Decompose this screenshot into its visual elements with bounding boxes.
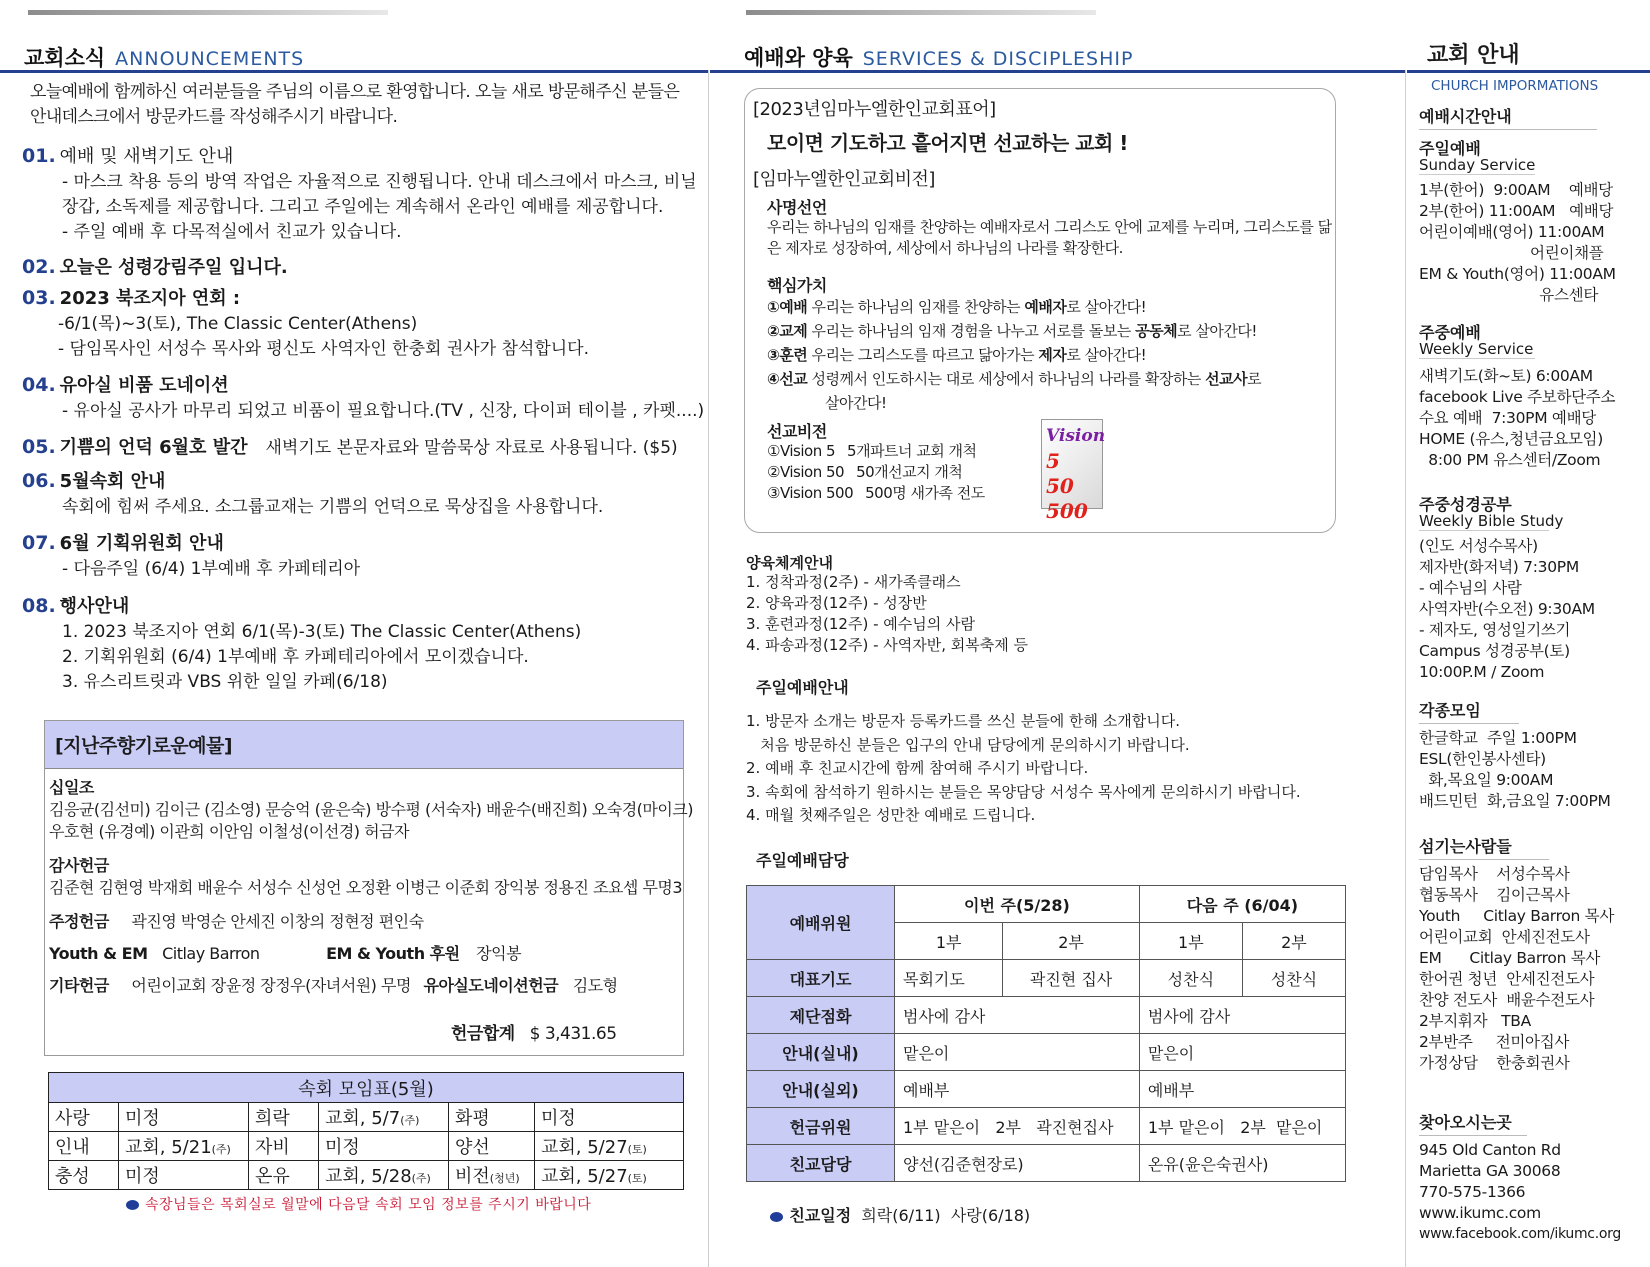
vision-badge-logo: Vision 5 50 500	[1041, 419, 1103, 509]
duty-corner: 예배위원	[747, 886, 895, 960]
cell-group-table	[48, 1072, 684, 1190]
group-name: 양선	[449, 1132, 535, 1161]
staff-line: 2부반주 전미아집사	[1419, 1033, 1570, 1051]
duty-part: 1부	[1139, 923, 1242, 960]
service-line: 어린이채플	[1419, 244, 1604, 262]
news-line: - 마스크 착용 등의 방역 작업은 자율적으로 진행됩니다. 안내 데스크에서 마스크, 비닐	[62, 172, 697, 192]
top-decor-bar	[746, 10, 1096, 15]
training-title: 양육체계안내	[746, 554, 833, 572]
vision-box	[744, 88, 1336, 533]
offering-total-value: $ 3,431.65	[529, 1024, 617, 1044]
news-line: 장갑, 소독제를 제공합니다. 그리고 주일에는 계속해서 온라인 예배를 제공합니다.	[62, 197, 664, 217]
em-youth-support-name: 장익봉	[476, 944, 522, 963]
other-offering-names: 어린이교회 장윤정 장정우(자녀서원) 무명	[131, 976, 411, 995]
phone-number: 770-575-1366	[1419, 1183, 1526, 1201]
core-value-item: ①예배 우리는 하나님의 임재를 찬양하는 예배자로 살아간다!	[767, 298, 1147, 316]
youth-em-name: Citlay Barron	[162, 944, 260, 963]
group-value: 교회, 5/7(주)	[319, 1103, 449, 1132]
location-list	[1419, 1140, 1621, 1245]
core-values-title: 핵심가치	[767, 276, 827, 295]
group-value: 교회, 5/28(주)	[319, 1161, 449, 1190]
staff-title: 섬기는사람들	[1419, 834, 1549, 860]
study-line: - 예수님의 사람	[1419, 579, 1522, 597]
group-name: 자비	[249, 1132, 319, 1161]
news-title: 예배 및 새벽기도 안내	[59, 146, 234, 167]
duty-title: 주일예배담당	[756, 851, 849, 870]
address-line: Marietta GA 30068	[1419, 1162, 1561, 1180]
duty-part: 1부	[895, 923, 1003, 960]
duty-label: 대표기도	[747, 960, 895, 997]
tithe-names: 김응균(김선미) 김이근 (김소영) 문승억 (윤은숙) 방수평 (서숙자) 배윤수(배진희) 오숙경(마이크)	[49, 800, 694, 819]
core-values-list	[767, 295, 1261, 415]
duty-cell: 예배부	[1139, 1071, 1345, 1108]
sunday-guide-item: 3. 속회에 참석하기 원하시는 분들은 목양담당 서성수 목사에게 문의하시기 바랍니다.	[746, 782, 1301, 801]
location-title: 찾아오시는곳	[1419, 1110, 1527, 1136]
cell-group-table-title: 속회 모임표(5월)	[49, 1073, 684, 1103]
group-name: 희락	[249, 1103, 319, 1132]
news-line: - 유아실 공사가 마무리 되었고 비품이 필요합니다.(TV , 신장, 다이퍼 테이블 , 카펫....)	[62, 401, 705, 421]
training-item: 2. 양육과정(12주) - 성장반	[746, 594, 927, 612]
announcements-title-ko: 교회소식	[24, 46, 106, 70]
church-info-subtitle: CHURCH IMPORMATIONS	[1431, 78, 1599, 94]
services-title-en: SERVICES & DISCIPLESHIP	[862, 48, 1134, 70]
intro-line: 오늘예배에 함께하신 여러분들을 주님의 이름으로 환영합니다. 오늘 새로 방문해주신 분들은	[30, 82, 680, 102]
duty-cell: 곽진현 집사	[1003, 960, 1140, 997]
mission-line: 은 제자로 성장하여, 세상에서 하나님의 나라를 확장한다.	[767, 239, 1123, 257]
news-number: 03.	[22, 287, 56, 309]
news-number: 02.	[22, 256, 56, 278]
cell-group-note: 속장님들은 목회실로 월말에 다음달 속회 모임 정보를 주시기 바랍니다	[126, 1194, 591, 1214]
sunday-service-title: 주일예배	[1419, 139, 1481, 158]
group-name: 충성	[49, 1161, 119, 1190]
news-title: 기쁨의 언덕 6월호 발간	[59, 437, 248, 458]
news-line: 속회에 힘써 주세요. 소그룹교재는 기쁨의 언덕으로 묵상집을 사용합니다.	[62, 497, 604, 517]
duty-label: 안내(실내)	[747, 1034, 895, 1071]
study-line: (인도 서성수목사)	[1419, 537, 1538, 555]
duty-label: 헌금위원	[747, 1108, 895, 1145]
table-row	[747, 997, 1346, 1034]
meeting-line: ESL(한인봉사센타)	[1419, 750, 1546, 768]
news-line: - 다음주일 (6/4) 1부예배 후 카페테리아	[62, 559, 361, 579]
table-row	[49, 1132, 684, 1161]
core-value-item: ②교제 우리는 하나님의 임재 경험을 나누고 서로를 돌보는 공동체로 살아간다!	[767, 322, 1257, 340]
service-line: 새벽기도(화~토) 6:00AM	[1419, 367, 1593, 385]
mission-title: 사명선언	[767, 198, 827, 217]
staff-line: EM Citlay Barron 목사	[1419, 949, 1601, 967]
service-line: 어린이예배(영어) 11:00AM	[1419, 223, 1605, 241]
news-title: 행사안내	[59, 596, 130, 617]
announcements-title-en: ANNOUNCEMENTS	[115, 48, 305, 70]
staff-line: 담임목사 서성수목사	[1419, 865, 1570, 883]
duty-cell: 예배부	[895, 1071, 1140, 1108]
news-item-06	[22, 468, 712, 520]
thanks-names: 김준현 김현영 박재회 배윤수 서성수 신성언 오정환 이병근 이준회 장익봉 정용진 조요셉 무명3	[49, 878, 683, 897]
sunday-guide-item: 2. 예배 후 친교시간에 함께 참여해 주시기 바랍니다.	[746, 759, 1089, 777]
tithe-names: 우호현 (유경예) 이관희 이안임 이철성(이선경) 허금자	[49, 822, 409, 841]
bible-study-title: 주중성경공부	[1419, 495, 1512, 514]
duty-part: 2부	[1242, 923, 1345, 960]
mission-vision-title: 선교비전	[767, 422, 827, 441]
news-item-05	[22, 434, 712, 461]
website-link[interactable]: www.ikumc.com	[1419, 1204, 1541, 1222]
news-item-08	[22, 593, 712, 695]
church-info-title: 교회 안내	[1427, 43, 1520, 68]
table-row	[747, 1034, 1346, 1071]
news-number: 01.	[22, 145, 56, 167]
meeting-line: 한글학교 주일 1:00PM	[1419, 729, 1577, 747]
table-row	[747, 1145, 1346, 1182]
group-value: 교회, 5/27(토)	[535, 1161, 684, 1190]
duty-label: 제단점화	[747, 997, 895, 1034]
group-name: 화평	[449, 1103, 535, 1132]
infant-donation-name: 김도형	[572, 976, 618, 995]
service-line: facebook Live 주보하단주소	[1419, 388, 1616, 406]
meeting-line: 배드민턴 화,금요일 7:00PM	[1419, 792, 1611, 810]
group-value: 미정	[119, 1161, 249, 1190]
services-title-ko: 예배와 양육	[744, 46, 853, 70]
staff-line: 찬양 전도사 배윤수전도사	[1419, 991, 1595, 1009]
news-line: - 주일 예배 후 다목적실에서 친교가 있습니다.	[62, 222, 402, 242]
group-value: 교회, 5/27(토)	[535, 1132, 684, 1161]
staff-line: 협동목사 김이근목사	[1419, 886, 1570, 904]
group-name: 비전(청년)	[449, 1161, 535, 1190]
service-line: EM & Youth(영어) 11:00AM	[1419, 265, 1616, 283]
news-item-07	[22, 530, 712, 582]
youth-em-label: Youth & EM	[49, 944, 148, 963]
study-line: - 제자도, 영성일기쓰기	[1419, 621, 1571, 639]
duty-cell: 1부 맡은이 2부 곽진현집사	[895, 1108, 1140, 1145]
sunday-guide-item: 처음 방문하신 분들은 입구의 안내 담당에게 문의하시기 바랍니다.	[746, 735, 1190, 754]
duty-cell: 성찬식	[1139, 960, 1242, 997]
motto-label: [2023년임마누엘한인교회표어]	[753, 99, 996, 120]
service-duty-table	[746, 885, 1346, 1182]
duty-cell: 범사에 감사	[1139, 997, 1345, 1034]
duty-part: 2부	[1003, 923, 1140, 960]
duty-cell: 맡은이	[895, 1034, 1140, 1071]
header-rule	[1407, 70, 1650, 73]
header-rule	[710, 70, 1405, 73]
training-item: 1. 정착과정(2주) - 새가족클래스	[746, 573, 961, 591]
mission-vision-item: ②Vision 50 50개선교지 개척	[767, 463, 963, 481]
news-number: 05.	[22, 436, 56, 458]
news-title: 6월 기획위원회 안내	[59, 533, 224, 554]
bible-study-list	[1419, 536, 1595, 683]
service-line: 1부(한어) 9:00AM 예배당	[1419, 181, 1613, 199]
offering-box	[44, 720, 694, 1056]
meetings-list	[1419, 728, 1611, 812]
news-number: 06.	[22, 470, 56, 492]
news-extra: 새벽기도 본문자료와 말씀묵상 자료로 사용됩니다. ($5)	[265, 438, 678, 458]
duty-cell: 양선(김준현장로)	[895, 1145, 1140, 1182]
sunday-service-list	[1419, 180, 1616, 306]
study-line: 제자반(화저녁) 7:30PM	[1419, 558, 1579, 576]
sunday-guide-title: 주일예배안내	[756, 678, 849, 697]
thanks-label: 감사헌금	[49, 856, 109, 875]
news-title: 5월속회 안내	[59, 471, 166, 492]
duty-cell: 1부 맡은이 2부 맡은이	[1139, 1108, 1345, 1145]
staff-line: 한어권 청년 안세진전도사	[1419, 970, 1595, 988]
sunday-guide-item: 1. 방문자 소개는 방문자 등록카드를 쓰신 분들에 한해 소개합니다.	[746, 712, 1180, 730]
training-list	[746, 572, 1028, 656]
announcements-column	[0, 0, 708, 1267]
church-info-column	[1407, 0, 1650, 1267]
duty-cell: 성찬식	[1242, 960, 1345, 997]
service-line: HOME (유스,청년금요모임)	[1419, 430, 1603, 448]
table-row	[747, 960, 1346, 997]
mission-vision-item: ③Vision 500 500명 새가족 전도	[767, 484, 985, 502]
news-line: 2. 기획위원회 (6/4) 1부예배 후 카페테리아에서 모이겠습니다.	[62, 647, 529, 667]
bullet-dot-icon	[770, 1212, 783, 1222]
news-item-01	[22, 143, 712, 245]
sunday-guide-item: 4. 매월 첫째주일은 성만찬 예배로 드립니다.	[746, 806, 1036, 824]
bullet-dot-icon	[126, 1200, 139, 1210]
news-line: - 담임목사인 서성수 목사와 평신도 사역자인 한충회 권사가 참석합니다.	[58, 339, 590, 359]
motto-text: 모이면 기도하고 흩어지면 선교하는 교회 !	[767, 131, 1128, 155]
meetings-title: 각종모임	[1419, 698, 1519, 724]
study-line: Campus 성경공부(토)	[1419, 642, 1570, 660]
duty-cell: 목회기도	[895, 960, 1003, 997]
table-row	[49, 1103, 684, 1132]
weekly-service-title: 주중예배	[1419, 323, 1481, 342]
group-value: 교회, 5/21(주)	[119, 1132, 249, 1161]
service-line: 유스센타	[1419, 286, 1598, 304]
vision-label: [임마누엘한인교회비전]	[753, 169, 935, 190]
infant-donation-label: 유아실도네이션헌금	[423, 976, 559, 995]
table-row	[49, 1161, 684, 1190]
announcements-header	[24, 42, 304, 72]
duty-this-week: 이번 주(5/28)	[895, 886, 1140, 923]
column-divider	[1405, 70, 1406, 1267]
news-number: 04.	[22, 374, 56, 396]
group-value: 미정	[535, 1103, 684, 1132]
service-line: 8:00 PM 유스센터/Zoom	[1419, 451, 1601, 469]
core-value-item: ③훈련 우리는 그리스도를 따르고 닮아가는 제자로 살아간다!	[767, 346, 1147, 364]
address-line: 945 Old Canton Rd	[1419, 1141, 1561, 1159]
group-name: 사랑	[49, 1103, 119, 1132]
offering-total-label: 헌금합계	[451, 1024, 515, 1044]
news-title: 오늘은 성령강림주일 입니다.	[59, 257, 288, 278]
news-line: 3. 유스리트릿과 VBS 위한 일일 카페(6/18)	[62, 672, 388, 692]
duty-cell: 온유(윤은숙권사)	[1139, 1145, 1345, 1182]
column-divider	[708, 70, 709, 1267]
training-item: 4. 파송과정(12주) - 사역자반, 회복축제 등	[746, 636, 1028, 654]
news-item-04	[22, 372, 712, 424]
sunday-guide-list	[746, 710, 1301, 828]
meeting-line: 화,목요일 9:00AM	[1419, 771, 1554, 789]
weekly-service-list	[1419, 366, 1615, 471]
duty-cell: 맡은이	[1139, 1034, 1345, 1071]
duty-label: 친교담당	[747, 1145, 895, 1182]
header-rule	[0, 70, 708, 73]
mission-vision-list	[767, 441, 985, 504]
services-header	[744, 42, 1133, 72]
welcome-intro	[30, 80, 710, 130]
news-number: 07.	[22, 532, 56, 554]
group-name: 인내	[49, 1132, 119, 1161]
study-line: 사역자반(수오전) 9:30AM	[1419, 600, 1595, 618]
table-row	[747, 1108, 1346, 1145]
staff-line: Youth Citlay Barron 목사	[1419, 907, 1615, 925]
weekly-service-en: Weekly Service	[1419, 340, 1534, 358]
bible-study-en: Weekly Bible Study	[1419, 512, 1564, 530]
news-number: 08.	[22, 595, 56, 617]
weekly-offering-names: 곽진영 박영순 안세진 이창의 정현정 편인숙	[131, 912, 424, 931]
news-line: 1. 2023 북조지아 연회 6/1(목)-3(토) The Classic Center(Athens)	[62, 622, 582, 642]
table-row	[747, 1071, 1346, 1108]
duty-label: 안내(실외)	[747, 1071, 895, 1108]
core-value-tail: 살아간다!	[825, 394, 887, 412]
facebook-link[interactable]: www.facebook.com/ikumc.org	[1419, 1226, 1621, 1242]
group-value: 미정	[319, 1132, 449, 1161]
group-value: 미정	[119, 1103, 249, 1132]
weekly-offering-label: 주정헌금	[49, 912, 109, 931]
core-value-item: ④선교 성령께서 인도하시는 대로 세상에서 하나님의 나라를 확장하는 선교사로	[767, 370, 1262, 388]
news-title: 2023 북조지아 연회 :	[59, 288, 241, 309]
service-line: 수요 예배 7:30PM 예배당	[1419, 409, 1596, 427]
staff-line: 가정상담 한충회권사	[1419, 1054, 1570, 1072]
news-title: 유아실 비품 도네이션	[59, 375, 229, 396]
news-item-03	[22, 285, 712, 362]
mission-vision-item: ①Vision 5 5개파트너 교회 개척	[767, 442, 977, 460]
study-line: 10:00P.M / Zoom	[1419, 663, 1545, 681]
other-offering-label: 기타헌금	[49, 976, 109, 995]
sunday-service-en: Sunday Service	[1419, 156, 1536, 174]
fellowship-schedule: 친교일정 희락(6/11) 사랑(6/18)	[750, 1183, 1030, 1249]
news-item-02	[22, 254, 712, 281]
em-youth-support-label: EM & Youth 후원	[326, 944, 460, 963]
news-line: -6/1(목)~3(토), The Classic Center(Athens)	[58, 314, 418, 334]
mission-line: 우리는 하나님의 임재를 찬양하는 예배자로서 그리스도 안에 교제를 누리며, 그리스도를 닮	[767, 218, 1332, 236]
offering-title: [지난주향기로운예물]	[45, 721, 683, 769]
staff-line: 어린이교회 안세진전도사	[1419, 928, 1590, 946]
services-column	[710, 0, 1405, 1267]
service-line: 2부(한어) 11:00AM 예배당	[1419, 202, 1614, 220]
duty-cell: 범사에 감사	[895, 997, 1140, 1034]
duty-next-week: 다음 주 (6/04)	[1139, 886, 1345, 923]
table-row	[747, 886, 1346, 923]
staff-list	[1419, 864, 1614, 1074]
staff-line: 2부지휘자 TBA	[1419, 1012, 1531, 1030]
top-decor-bar	[28, 10, 388, 15]
schedule-title: 예배시간안내	[1419, 104, 1597, 130]
training-item: 3. 훈련과정(12주) - 예수님의 사람	[746, 615, 975, 633]
tithe-label: 십일조	[49, 778, 94, 797]
intro-line: 안내데스크에서 방문카드를 작성해주시기 바랍니다.	[30, 107, 398, 127]
group-name: 온유	[249, 1161, 319, 1190]
